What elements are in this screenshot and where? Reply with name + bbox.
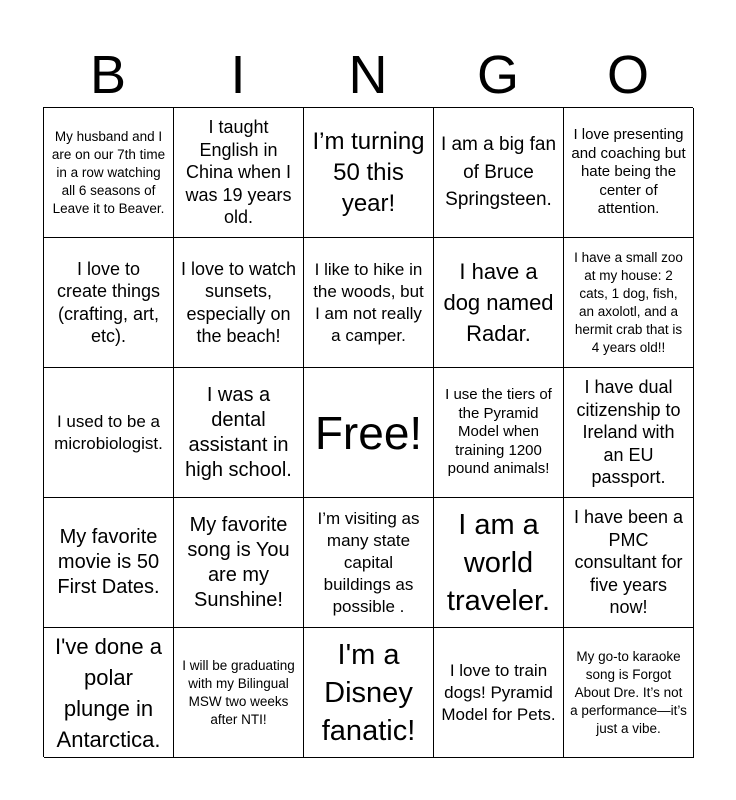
bingo-cell[interactable] xyxy=(564,498,694,628)
cell-text: My favorite song is You are my Sunshine! xyxy=(187,513,290,611)
cell-text: I am a big fan of Bruce Springsteen. xyxy=(440,134,557,211)
cell-text: I love to train dogs! Pyramid Model for Pets. xyxy=(441,660,556,724)
bingo-cell[interactable] xyxy=(434,498,564,628)
cell-text: I used to be a microbiologist. xyxy=(54,411,163,453)
bingo-board xyxy=(43,107,693,757)
bingo-cell[interactable] xyxy=(174,108,304,238)
bingo-cell[interactable] xyxy=(564,368,694,498)
header-letter-n: N xyxy=(348,45,388,105)
bingo-cell[interactable] xyxy=(174,628,304,758)
bingo-cell[interactable] xyxy=(44,628,174,758)
bingo-cell[interactable] xyxy=(174,238,304,368)
cell-text: I have dual citizenship to Ireland with an EU passport. xyxy=(576,377,681,488)
bingo-cell[interactable] xyxy=(304,498,434,628)
cell-text: My favorite movie is 50 First Dates. xyxy=(57,526,160,598)
bingo-cell[interactable] xyxy=(434,238,564,368)
bingo-header xyxy=(43,42,693,108)
cell-text: I’m turning 50 this year! xyxy=(312,128,425,217)
cell-text: My husband and I are on our 7th time in a row watching all 6 seasons of Leave it to Beaver. xyxy=(51,128,166,216)
header-letter-b: B xyxy=(89,45,127,105)
cell-text: I love to create things (crafting, art, etc). xyxy=(56,258,161,346)
cell-text: I love presenting and coaching but hate being the center of attention. xyxy=(571,126,686,218)
cell-text: I have a small zoo at my house: 2 cats, 1 dog, fish, an axolotl, and a hermit crab that is 4 years old!! xyxy=(574,249,683,355)
header-letter-g: G xyxy=(476,45,519,105)
bingo-cell[interactable] xyxy=(434,368,564,498)
bingo-cell[interactable] xyxy=(564,108,694,238)
bingo-cell[interactable] xyxy=(44,108,174,238)
bingo-cell[interactable] xyxy=(434,628,564,758)
cell-text: My go-to karaoke song is Forgot About Dre. It’s not a performance—it’s just a vibe. xyxy=(570,648,687,736)
cell-text: I love to watch sunsets, especially on the beach! xyxy=(180,258,297,346)
bingo-cell[interactable] xyxy=(174,498,304,628)
bingo-cell[interactable] xyxy=(44,498,174,628)
cell-text: I’m visiting as many state capital buildings as possible . xyxy=(317,508,420,616)
cell-text: I have been a PMC consultant for five years now! xyxy=(573,507,684,618)
cell-text: I have a dog named Radar. xyxy=(443,259,554,346)
cell-text: I was a dental assistant in high school. xyxy=(185,383,292,481)
bingo-cell[interactable] xyxy=(434,108,564,238)
bingo-cell[interactable] xyxy=(304,108,434,238)
bingo-cell[interactable] xyxy=(174,368,304,498)
bingo-cell[interactable] xyxy=(304,238,434,368)
cell-text: I will be graduating with my Bilingual MSW two weeks after NTI! xyxy=(182,657,295,727)
header-letter-o: O xyxy=(606,45,649,105)
cell-text: I like to hike in the woods, but I am not really a camper. xyxy=(313,259,424,345)
bingo-cell[interactable] xyxy=(44,368,174,498)
cell-text: I taught English in China when I was 19 years old. xyxy=(185,117,292,228)
free-space-cell[interactable] xyxy=(304,368,434,498)
cell-text: I've done a polar plunge in Antarctica. xyxy=(55,633,162,752)
header-letter-i: I xyxy=(230,45,246,105)
bingo-cell[interactable] xyxy=(44,238,174,368)
cell-text: I am a world traveler. xyxy=(446,508,551,617)
bingo-cell[interactable] xyxy=(564,238,694,368)
cell-text: I'm a Disney fanatic! xyxy=(321,638,416,747)
bingo-cell[interactable] xyxy=(564,628,694,758)
free-space-text: Free! xyxy=(314,406,423,459)
cell-text: I use the tiers of the Pyramid Model when training 1200 pound animals! xyxy=(445,386,552,478)
bingo-cell[interactable] xyxy=(304,628,434,758)
